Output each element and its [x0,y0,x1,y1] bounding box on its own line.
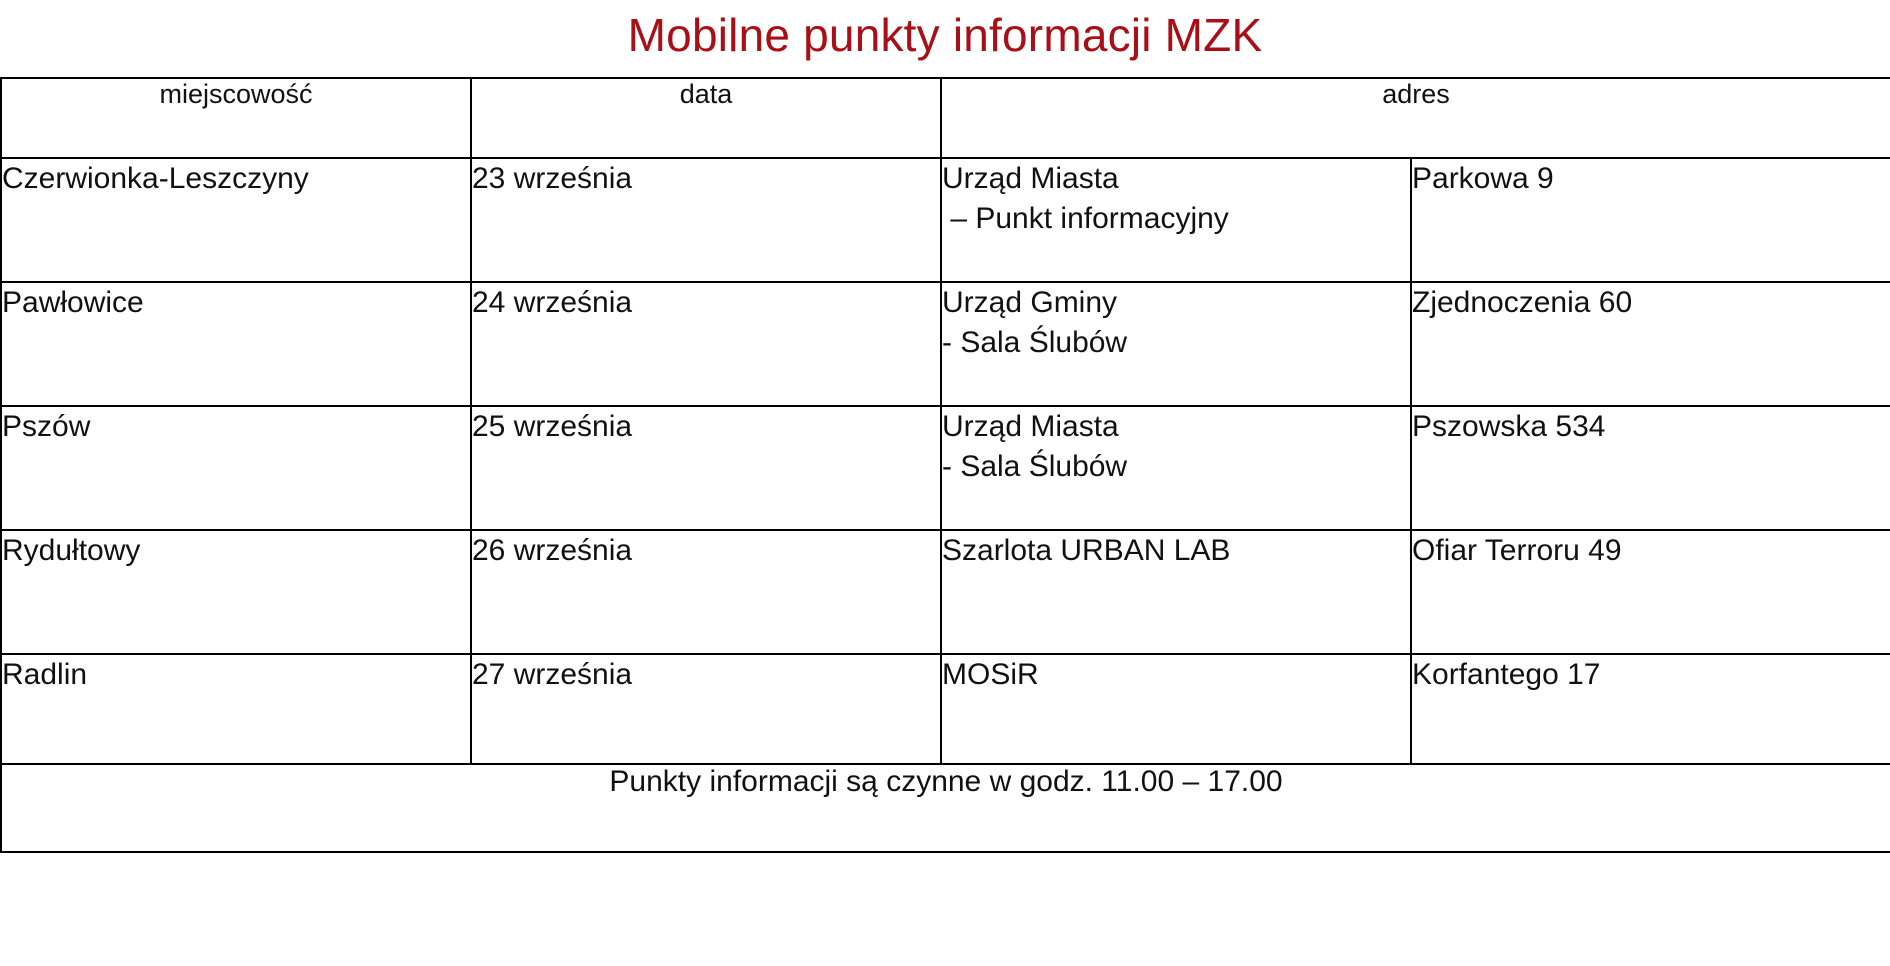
document-page [0,8,1890,966]
cell-place-line2: – Punkt informacyjny [942,201,1229,235]
table-body [1,158,1890,852]
cell-place-line2: - Sala Ślubów [942,449,1128,483]
cell-place-line1: Urząd Miasta [942,162,1119,196]
table-footer-row [1,764,1890,852]
column-header-date: data [471,78,941,158]
cell-place-line1: Urząd Gminy [942,286,1118,320]
cell-date: 24 września [471,282,941,406]
cell-town: Radlin [1,654,471,764]
cell-date: 27 września [471,654,941,764]
table-row [1,654,1890,764]
cell-street: Ofiar Terroru 49 [1411,530,1890,654]
table-container [0,77,1890,853]
table-row [1,282,1890,406]
column-header-town: miejscowość [1,78,471,158]
table-row [1,530,1890,654]
table-header-row [1,78,1890,158]
opening-hours-note: Punkty informacji są czynne w godz. 11.00 – 17.00 [1,764,1890,852]
cell-place-line1: Urząd Miasta [942,410,1119,444]
cell-town: Czerwionka-Leszczyny [1,158,471,282]
cell-town: Pawłowice [1,282,471,406]
cell-date: 23 września [471,158,941,282]
cell-street: Zjednoczenia 60 [1411,282,1890,406]
table-row [1,158,1890,282]
cell-date: 26 września [471,530,941,654]
cell-street: Pszowska 534 [1411,406,1890,530]
table-header [1,78,1890,158]
cell-place [941,654,1411,764]
cell-place [941,406,1411,530]
page-title: Mobilne punkty informacji MZK [627,9,1263,61]
cell-town: Pszów [1,406,471,530]
cell-place [941,158,1411,282]
mobile-info-points-table [0,77,1890,853]
column-header-address: adres [941,78,1890,158]
cell-date: 25 września [471,406,941,530]
cell-place [941,282,1411,406]
cell-place-line2: - Sala Ślubów [942,325,1128,359]
cell-place [941,530,1411,654]
table-row [1,406,1890,530]
cell-street: Parkowa 9 [1411,158,1890,282]
cell-street: Korfantego 17 [1411,654,1890,764]
cell-town: Rydułtowy [1,530,471,654]
cell-place-line1: MOSiR [942,658,1039,692]
cell-place-line1: Szarlota URBAN LAB [942,534,1231,568]
